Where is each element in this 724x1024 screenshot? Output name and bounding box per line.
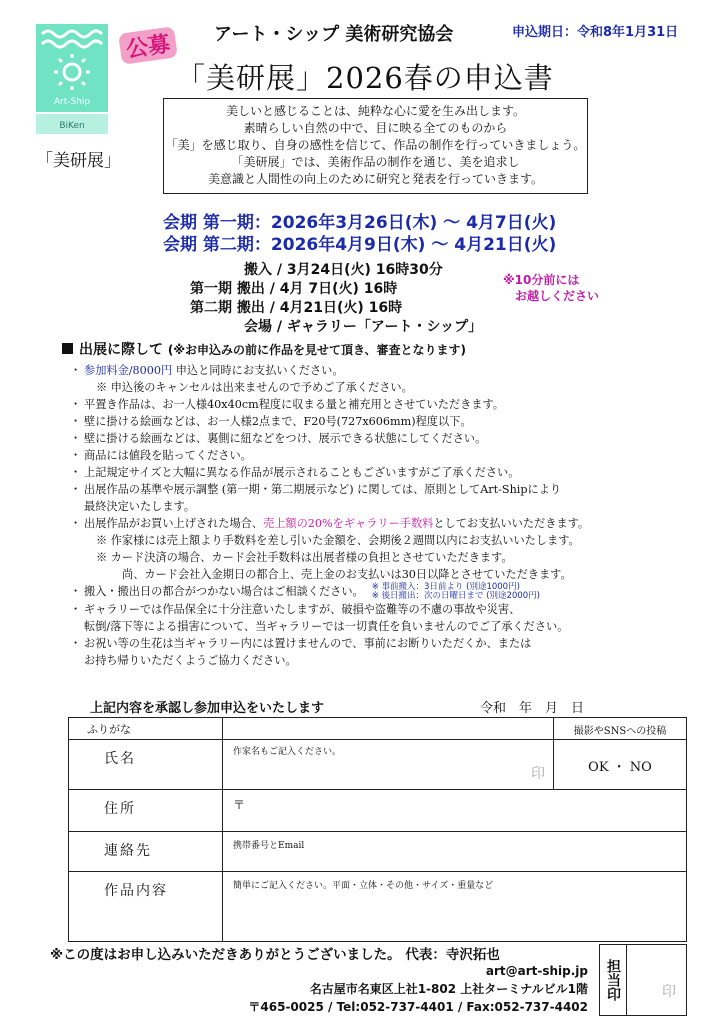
art-ship-logo — [36, 24, 108, 134]
intro-box — [163, 98, 588, 194]
arrival-note — [503, 272, 599, 304]
application-form — [68, 717, 687, 942]
rule-commission-note-1: ※ 作家様には売上額より手数料を差し引いた金額を、会期後２週間以内にお支払いいたします。 — [96, 534, 580, 547]
seal-mark: 印 — [531, 766, 545, 782]
period-first: 会期 第一期：2026年3月26日(木) ～ 4月7日(火) — [163, 213, 557, 233]
schedule-venue: 会場 / ギャラリー「アート・シップ」 — [244, 319, 483, 335]
rule-wall-hanging: ・ 壁に掛ける絵画などは、裏側に紐などをつけ、展示できる状態にしてください。 — [72, 430, 692, 447]
schedule-delivery: 搬入 / 3月24日(火) 16時30分 — [244, 262, 443, 278]
address-input[interactable]: 〒 — [223, 790, 687, 832]
rule-wall-size: ・ 壁に掛ける絵画などは、お一人様2点まで、F20号(727x606mm)程度以下。 — [72, 413, 692, 430]
schedule-pickup-second: 第二期 搬出 / 4月21日(火) 16時 — [190, 300, 403, 316]
arrival-note-line: ※10分前には — [503, 273, 580, 287]
rule-commission-note-3: 尚、カード会社入金期日の都合上、売上金のお支払いは30日以降とさせていただきます。 — [122, 568, 572, 581]
organization-name: アート・シップ 美術研究協会 — [214, 24, 454, 45]
footer-contact — [248, 962, 588, 1016]
works-input[interactable]: 簡単にご記入ください。平面・立体・その他・サイズ・重量など — [223, 872, 687, 942]
rule-schedule-consult — [72, 583, 692, 601]
rule-commission — [72, 515, 692, 532]
public-call-badge: 公募 — [118, 26, 178, 64]
rule-size-deviation: ・ 上記規定サイズと大幅に異なる作品が展示されることもございますがご了承ください。 — [72, 464, 692, 481]
commission-suffix: としてお支払いいただきます。 — [433, 517, 590, 530]
staff-seal-box — [599, 944, 687, 1016]
rule-flowers-cont: お持ち帰りいただくようご協力ください。 — [84, 654, 297, 667]
intro-line: 素晴らしい自然の中で、目に映る全てのものから — [243, 121, 508, 135]
intro-line: 「美」を感じ取り、自身の感性を信じて、作品の制作を行っていきましょう。 — [165, 138, 586, 152]
logo-biken-text: BiKen — [59, 121, 85, 131]
section-heading — [62, 339, 466, 359]
sns-header: 撮影やSNSへの投稿 — [554, 718, 687, 740]
application-deadline: 申込期日：令和8年1月31日 — [512, 25, 679, 40]
rule-cancel-note: ※ 申込後のキャンセルは出来ませんので予めご了承ください。 — [96, 381, 413, 394]
section-subtitle: (※お申込みの前に作品を見せて頂き、審査となります) — [167, 343, 467, 357]
rule-standards-cont: 最終決定いたします。 — [84, 500, 195, 513]
footer-phone-fax: 〒465-0025 / Tel:052-737-4401 / Fax:052-737-4402 — [248, 1000, 588, 1014]
logo-caption: 「美研展」 — [36, 151, 121, 171]
staff-seal-label: 担当印 — [600, 945, 627, 1015]
intro-line: 「美研展」では、美術作品の制作を通じ、美を追求し — [231, 155, 520, 169]
square-bullet-icon — [62, 343, 73, 354]
rules-list — [72, 362, 692, 669]
name-label: 氏名 — [69, 740, 223, 790]
form-date-field[interactable]: 令和 年 月 日 — [480, 701, 585, 716]
sns-ok-no-option[interactable]: OK ・ NO — [554, 740, 687, 790]
schedule-consult-text: 搬入・搬出日の都合がつかない場合はご相談ください。 — [84, 585, 364, 598]
contact-label: 連絡先 — [69, 832, 223, 872]
late-pickup-note: ※ 後日搬出：次の日曜日まで (別途2000円) — [371, 591, 540, 601]
early-delivery-note: ※ 事前搬入：3日前より (別途1000円) — [371, 582, 520, 592]
staff-seal-mark: 印 — [662, 984, 676, 1000]
fee-text: 申込と同時にお支払いください。 — [172, 364, 344, 377]
page-title: 「美研展」2026春の申込書 — [176, 61, 554, 95]
logo-emblem-icon — [36, 24, 108, 134]
fee-amount: 参加料金/8000円 — [84, 364, 173, 377]
works-label: 作品内容 — [69, 872, 223, 942]
rule-fee — [72, 362, 692, 379]
rule-liability-cont: 転倒/落下等による損害について、当ギャラリーでは一切責任を負いませんのでご了承ください。 — [84, 620, 569, 633]
schedule-consult-notes — [372, 583, 540, 601]
address-label: 住所 — [69, 790, 223, 832]
schedule-pickup-first: 第一期 搬出 / 4月 7日(火) 16時 — [190, 281, 398, 297]
form-heading: 上記内容を承認し参加申込をいたします — [90, 701, 325, 716]
furigana-label: ふりがな — [69, 718, 223, 740]
footer-email: art@art-ship.jp — [485, 964, 588, 978]
section-title: 出展に際して — [79, 342, 163, 358]
name-input[interactable] — [223, 740, 554, 790]
rule-commission-note-2: ※ カード決済の場合、カード会社手数料は出展者様の負担とさせていただきます。 — [96, 551, 513, 564]
logo-art-ship-text: Art-Ship — [53, 97, 91, 107]
arrival-note-line: お越しください — [515, 289, 600, 303]
intro-line: 美しいと感じることは、純粋な心に愛を生み出します。 — [225, 104, 526, 118]
commission-highlight: 売上額の20%をギャラリー手数料 — [263, 517, 434, 530]
rule-floor-works: ・ 平置き作品は、お一人様40x40cm程度に収まる量と補充用とさせていただきます。 — [72, 396, 692, 413]
thanks-message: ※この度はお申し込みいただきありがとうございました。 代表：寺沢拓也 — [50, 947, 500, 963]
rule-liability: ・ ギャラリーでは作品保全に十分注意いたしますが、破損や盗難等の不慮の事故や災害、 — [72, 601, 692, 618]
rule-price-tag: ・ 商品には値段を貼ってください。 — [72, 447, 692, 464]
rule-flowers: ・ お祝い等の生花は当ギャラリー内には置けませんので、事前にお断りいただくか、または — [72, 635, 692, 652]
footer-address: 名古屋市名東区上社1-802 上社ターミナルビル1階 — [309, 982, 588, 996]
furigana-input[interactable] — [223, 718, 554, 740]
period-second: 会期 第二期：2026年4月9日(木) ～ 4月21日(火) — [163, 235, 557, 255]
contact-input[interactable]: 携帯番号とEmail — [223, 832, 687, 872]
name-hint: 作家名もご記入ください。 — [233, 747, 342, 757]
rule-standards: ・ 出展作品の基準や展示調整 (第一期・第二期展示など) に関しては、原則としてArt-Shipにより — [72, 481, 692, 498]
commission-prefix: 出展作品がお買い上げされた場合、 — [84, 517, 264, 530]
intro-line: 美意識と人間性の向上のために研究と発表を行っていきます。 — [207, 172, 544, 186]
